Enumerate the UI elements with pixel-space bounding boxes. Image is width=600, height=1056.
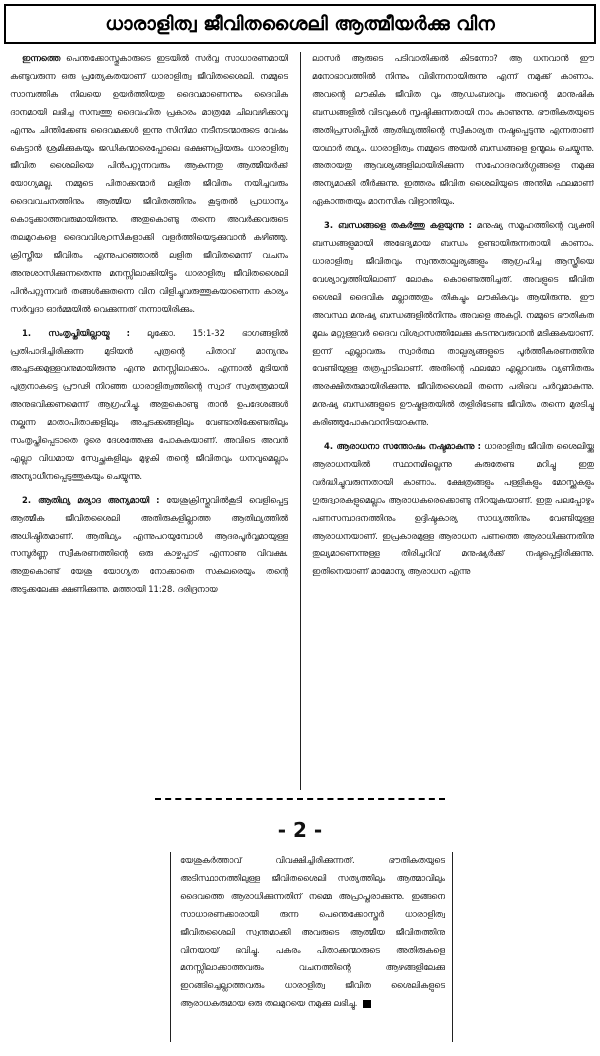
page-number: - 2 - — [277, 818, 323, 842]
intro-paragraph — [10, 50, 288, 319]
end-of-article-mark — [363, 1000, 371, 1008]
section-2 — [10, 492, 288, 599]
section-4-heading: 4. ആരാധനാ സന്തോഷം നഷ്ടമാകുന്നു : — [324, 441, 482, 452]
dashed-separator — [155, 798, 445, 800]
section-1-text: ലൂക്കോ. 15:1-32 ഭാഗങ്ങളിൽ പ്രതിപാദിച്ചിരിക്കുന്ന മുടിയൻ പുത്രന്റെ പിതാവ് മാന്യനും അച്ചടക്കമുള്ളവനുമായിരുന്നു എന്നു മനസ്സിലാക്കാം. എന്നാൽ മുടിയൻ പുത്രനാകട്ടെ പ്രൗഢി നിറഞ്ഞ ധാരാളിത്വത്തിന്റെ സ്വാദ് സ്വതന്ത്രമായി അനുഭവിക്കണമെന്ന് ആഗ്രഹിച്ചു. അതുകൊണ്ടു താൻ ഉപദേശങ്ങൾ നല്കുന്ന മാതാപിതാക്കളിലും അച്ചടക്കങ്ങളിലും വേണ്ടാതിക്കേണ്ടതിലും സംതൃപ്തിപ്പെടാതെ ദൂരെ ദേശത്തേക്കു പോകുകയാണ്. അവിടെ അവൻ എല്ലാ വിധമായ സ്വേച്ഛകളിലും മുഴുകി തന്റെ ജീവിതവും ധനവുമെല്ലാം അന്യാധീനപ്പെടുത്തുകയും ചെയ്യുന്നു. — [10, 327, 288, 481]
section-1 — [10, 325, 288, 486]
section-4 — [312, 438, 594, 581]
section-3-text: മനുഷ്യ സമൂഹത്തിന്റെ വ്യക്തി ബന്ധങ്ങളുമായി അഭേദ്യമായ ബന്ധം ഉണ്ടായിരുന്നതായി കാണാം. ധാരാളിത്വ ജീവിതവും സ്വന്തതാല്പര്യങ്ങളും ആഗ്രഹിച്ച ആസ്ത്രീയെ വേശ്യാവൃത്തിയിലാണ് ലോകം കൊണ്ടെത്തിച്ചത്. അവളുടെ ജീവിത ശൈലി ദൈവിക മല്ലാത്തതും തികച്ചും ലൗകികവും ആയിരുന്നു. ഈ അവസ്ഥ മനുഷ്യ ബന്ധങ്ങളിൽനിന്നും അവളെ അകറ്റി. നമ്മുടെ ഭൗതികത മൂലം മറ്റുള്ളവർ ദൈവ വിശ്വാസത്തിലേക്കു കടന്നുവരുവാൻ മടിക്കുകയാണ്. ഇന്ന് എല്ലാവരും സ്വാർത്ഥ താല്പര്യങ്ങളുടെ പൂർത്തീകരണത്തിനു വേണ്ടിയുള്ള തത്രപ്പാടിലാണ്. അതിന്റെ ഫലമോ എല്ലാവരും വ്യണിതരും അരക്ഷിതരുമായിരിക്കുന്നു. ജീവിതശൈലി തന്നെ പരിഭവ പർവ്വമാകുന്നു. മനുഷ്യ ബന്ധങ്ങളുടെ ഊഷ്മളതയിൽ തളിരിടേണ്ട ജീവിതം തന്നെ മുരടിച്ചു കരിഞ്ഞുപോകുവാനിടയാകുന്നു. — [312, 220, 594, 428]
section-2-text: യേശുക്രിസ്തുവിൽകൂടി വെളിപ്പെട്ട ആത്മീക ജീവിതശൈലി അതിരുകളില്ലാത്ത ആതിഥ്യത്തിൽ അധിഷ്ഠിതമാണ്. ആതിഥ്യം എന്നുപറയുമ്പോൾ ആദരപൂർവ്വമായുള്ള സമ്പൂർണ്ണ സ്വീകരണത്തിന്റെ ഒരു കാഴ്ചപ്പാട് എന്നാണു വിവക്ഷ. അതുകൊണ്ട് യേശു യോഗ്യത നോക്കാതെ സകലരെയും തന്റെ അടുക്കലേക്കു ക്ഷണിക്കുന്നു. മത്തായി 11:28. ദരിദ്രനായ — [10, 494, 288, 595]
bottom-left-divider — [170, 852, 171, 1042]
bottom-right-divider — [452, 852, 453, 1042]
continued-paragraph: ലാസർ ആരുടെ പടിവാതിക്കൽ കിടന്നോ? ആ ധനവാൻ ഈ മനോഭാവത്തിൽ നിന്നും വിഭിന്നനായിരുന്നു എന്ന് നമുക്ക് കാണാം. അവന്റെ ലൗകിക ജീവിത വും ആഡംബരവും അവന്റെ മാനുഷിക ബന്ധങ്ങളിൽ വിടവുകൾ സൃഷ്ടിക്കുന്നതായി നാം കാണുന്നു. ഭൗതികതയുടെ അതിപ്രസരിപ്പിൽ ആതിഥ്യത്തിന്റെ സ്വീകാര്യത നഷ്ടപ്പെടുന്നു എന്നതാണ് യാഥാർ ത്ഥ്യം. ധാരാളിത്വം നമ്മുടെ അയൽ ബന്ധങ്ങളെ ഉന്മൂലം ചെയ്യുന്നു. അതായതു ആവശ്യങ്ങളിലായിരിക്കുന്ന സഹോദരവർഗ്ഗങ്ങളെ നമുക്കു അന്യമാക്കി തീർക്കുന്നു. ഇത്തരം ജീവിത ശൈലിയുടെ അന്തിമ ഫലമാണ് ഏകാന്തതയും മാനസിക വിഭ്രാന്തിയും. — [312, 53, 594, 207]
bottom-paragraph — [180, 852, 445, 1013]
section-2-heading: 2. ആതിഥ്യ മര്യാദ അന്യമായി : — [22, 494, 160, 505]
title-banner — [4, 4, 596, 44]
section-1-heading: 1. സംതൃപ്തിയില്ലായ്മ : — [22, 327, 130, 338]
section-3-heading: 3. ബന്ധങ്ങളെ തകർത്തു കളയുന്നു : — [324, 220, 472, 231]
intro-first-word: ഇന്നത്തെ — [22, 53, 61, 63]
bottom-column — [180, 852, 445, 1042]
bottom-text: യേശുകർത്താവ് വിവക്ഷിച്ചിരിക്കുന്നത്. ഭൗതികതയുടെ അടിസ്ഥാനത്തിലുള്ള ജീവിതശൈലി സത്യത്തിലും ആത്മാവിലും ദൈവത്തെ ആരാധിക്കുന്നതിന് നമ്മെ അപ്രാപ്തരാക്കുന്നു. ഇങ്ങനെ സാധാരണക്കാരായി രുന്ന പെന്തെക്കോസ്തർ ധാരാളിത്വ ജീവിതശൈലി സ്വന്തമാക്കി അവരുടെ ആത്മീയ ജീവിതത്തിനു വിനയായ് ഭവിച്ചു. പകരം പിതാക്കന്മാരുടെ അതിരുകളെ മനസ്സിലാക്കാത്തവരും വചനത്തിന്റെ ആഴങ്ങളിലേക്കു ഇറങ്ങിച്ചെല്ലാത്തവരും ധാരാളിത്വ ജീവിത ശൈലികളുടെ ആരാധകരുമായ ഒരു തലമുറയെ നമുക്കു ലഭിച്ചു. — [180, 855, 445, 1009]
intro-text: പെന്തക്കോസ്തുകാരുടെ ഇടയിൽ സർവ്വ സാധാരണമായി കണ്ടുവരുന്ന ഒരു പ്രത്യേകതയാണ് ധാരാളിത്വ ജീവിതശൈലി. നമ്മുടെ സാമ്പത്തിക നിലയെ ഉയർത്തിയതു ദൈവമാണെന്നും ദൈവിക ദാനമായി ലഭിച്ച സമ്പത്തു ദൈവഹിത പ്രകാരം മാത്രമേ ചിലവഴിക്കാവൂ എന്നും ചിന്തിക്കേണ്ട ദൈവമക്കൾ ഇന്നു സിനിമാ നടീനടന്മാരുടെ വേഷം കെട്ടാൻ ശ്രമിക്കുകയും ജഡികന്മാരെപ്പോലെ ഭക്ഷണപ്രിയരും ധാരാളിത്വ ജീവിത ശൈലിയെ പിൻപറ്റുന്നവരും ആകുന്നതു ആത്മീയർക്ക് യോഗ്യമല്ല. നമ്മുടെ പിതാക്കന്മാർ ലളിത ജീവിതം നയിച്ചവരും ദൈവവചനത്തിനും ആത്മീയ ജീവിതത്തിനും കൂടുതൽ പ്രാധാന്യം കൊടുക്കാത്തവരുമായിരുന്നു. അതുകൊണ്ടു തന്നെ അവർക്കവരുടെ തലമുറകളെ ദൈവവിശ്വാസികളാക്കി വളർത്തിയെടുക്കുവാൻ കഴിഞ്ഞു. ക്രിസ്തീയ ജീവിതം എന്നുപറഞ്ഞാൽ ലളിത ജീവിതമെന്ന് വചനം അനുശാസിക്കുന്നതെന്നു മനസ്സിലാക്കിയിട്ടും ധാരാളിത്വ ജീവിതശൈലി പിൻപറ്റുന്നവർ തങ്ങൾക്കുതന്നെ വിന വിളിച്ചുവരുത്തുകയാണെന്ന കാര്യം സർവ്വദാ ഓർമ്മയിൽ വെക്കുന്നത് നന്നായിരിക്കും. — [10, 53, 288, 314]
column-divider — [300, 52, 301, 790]
section-3 — [312, 217, 594, 432]
article-title: ധാരാളിത്വ ജീവിതശൈലി ആത്മീയർക്കു വിന — [105, 12, 495, 35]
left-column — [10, 50, 288, 795]
section-4-text: ധാരാളിത്വ ജീവിത ശൈലിയ്ക്കു ആരാധനയിൽ സ്ഥാനമില്ലെന്നു കരുതേണ്ട മറിച്ചു ഇതു വർദ്ധിച്ചുവരുന്നതായി കാണാം. ക്ഷേത്രങ്ങളും പള്ളികളും മോസ്ക്കുകളും ഗുരുദ്വാരകളുമെല്ലാം ആരാധകരെക്കൊണ്ടു നിറയുകയാണ്. ഇതു പലപ്പോഴും പണസമ്പാദനത്തിനും ഉദ്ദിഷ്ടകാര്യ സാധ്യത്തിനും വേണ്ടിയുള്ള ആരാധനയാണ്. ഇപ്രകാരമുള്ള ആരാധന പണത്തെ ആരാധിക്കുന്നതിനു തുല്യമാണെന്നുള്ള തിരിച്ചറിവ് മനുഷ്യർക്ക് നഷ്ടപ്പെട്ടിരിക്കുന്നു. ഇതിനെയാണ് മാമോന്യ ആരാധന എന്നു — [312, 441, 594, 577]
right-column — [312, 50, 594, 780]
